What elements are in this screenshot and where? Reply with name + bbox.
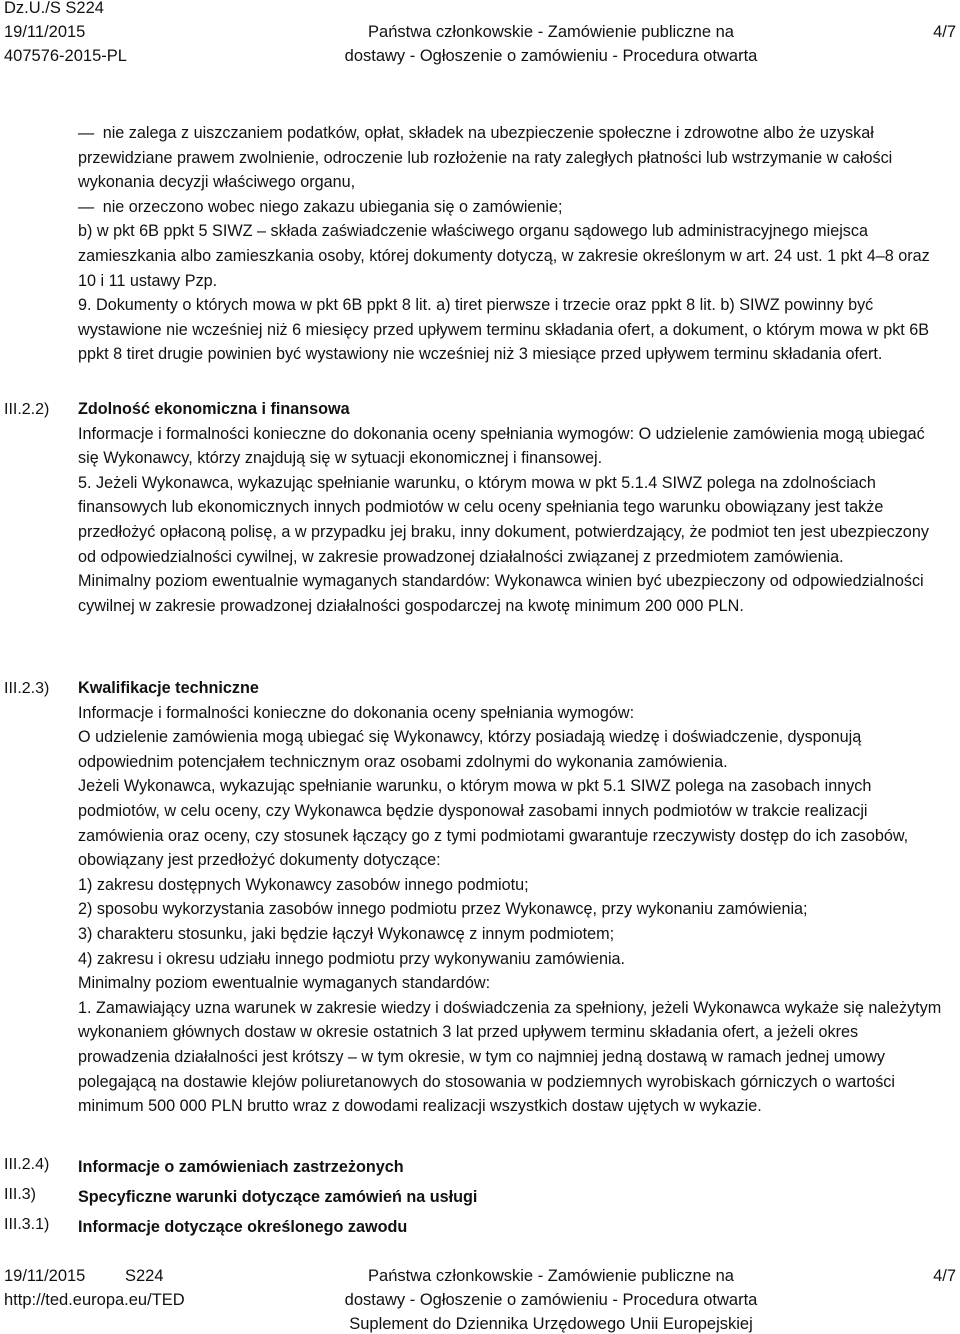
- section-titles-tail: [78, 1152, 948, 1242]
- paragraph: Minimalny poziom ewentualnie wymaganych standardów:: [78, 974, 491, 993]
- paragraph: Informacje i formalności konieczne do dokonania oceny spełniania wymogów: O udzielenie zamówienia mogą ubiegać się Wykonawcy, którzy znajdują się w sytuacji ekonomicznej i finansowej.: [78, 424, 925, 468]
- paragraph: 5. Jeżeli Wykonawca, wykazując spełnianie warunku, o którym mowa w pkt 5.1.4 SIWZ polega na zdolnościach finansowych lub ekonomicznych innych podmiotów w celu oceny spełniania tego warunku obowiązany jest także przedłożyć opłaconą polisę, a w przypadku jej braku, inny dokument, potwierdzający, że podmiot ten jest ubezpieczony od odpowiedzialności cywilnej, w zakresie prowadzonej działalności związanej z przedmiotem zamówienia.: [78, 473, 929, 566]
- tiret-item-ban: — nie orzeczono wobec niego zakazu ubiegania się o zamówienie;: [78, 197, 563, 216]
- footer-url-link[interactable]: http://ted.europa.eu/TED: [4, 1291, 185, 1309]
- paragraph: Jeżeli Wykonawca, wykazując spełnianie warunku, o którym mowa w pkt 5.1 SIWZ polega na zasobach innych podmiotów, w celu oceny, czy Wykonawca będzie dysponował zasobami innych podmiotów w trakcie realizacji zamówienia oraz oceny, czy stosunek łączący go z tymi podmiotami gwarantuje rzeczywisty dostęp do ich zasobów, obowiązany jest przedłożyć dokumenty dotyczące:: [78, 777, 909, 870]
- footer-series: S224: [125, 1267, 164, 1285]
- list-item: 4) zakresu i okresu udziału innego podmiotu przy wykonywaniu zamówienia.: [78, 949, 626, 968]
- list-item: 1) zakresu dostępnych Wykonawcy zasobów innego podmiotu;: [78, 875, 529, 894]
- point-b: b) w pkt 6B ppkt 5 SIWZ – składa zaświadczenie właściwego organu sądowego lub administracyjnego miejsca zamieszkania albo zamieszkania osoby, której dokumenty dotyczą, w zakresie określonym w art. 24 ust. 1 pkt 4–8 oraz 10 i 11 ustawy Pzp.: [78, 222, 930, 290]
- header-page-number: 4/7: [933, 23, 956, 41]
- footer-supplement: Suplement do Dziennika Urzędowego Unii Europejskiej: [349, 1315, 753, 1333]
- header-title-line1: Państwa członkowskie - Zamówienie publiczne na: [368, 23, 734, 41]
- footer-title-line1: Państwa członkowskie - Zamówienie publiczne na: [368, 1267, 734, 1285]
- section-number-3-3: III.3): [4, 1186, 37, 1203]
- list-item: 3) charakteru stosunku, jaki będzie łączył Wykonawcę z innym podmiotem;: [78, 924, 615, 943]
- footer-title-line2: dostawy - Ogłoszenie o zamówieniu - Procedura otwarta: [344, 1291, 758, 1309]
- point-9: 9. Dokumenty o których mowa w pkt 6B ppkt 8 lit. a) tiret pierwsze i trzecie oraz ppkt 8 lit. b) SIWZ powinny być wystawione nie wcześniej niż 6 miesięcy przed upływem terminu składania ofert, a dokument, o którym mowa w pkt 6B ppkt 8 tiret drugie powinien być wystawiony nie wcześniej niż 3 miesiące przed upływem terminu składania ofert.: [78, 296, 930, 364]
- section-number-3-2-3: III.2.3): [4, 680, 50, 697]
- header-date: 19/11/2015: [4, 23, 86, 41]
- paragraph: Minimalny poziom ewentualnie wymaganych standardów: Wykonawca winien być ubezpieczony od odpowiedzialności cywilnej w zakresie prowadzonej działalności gospodarczej na kwotę minimum 200 000 PLN.: [78, 572, 924, 615]
- section-number-3-2-2: III.2.2): [4, 401, 50, 418]
- footer-date: 19/11/2015: [4, 1267, 86, 1285]
- section-title-3-3-1: Informacje dotyczące określonego zawodu: [78, 1218, 408, 1236]
- section-title-3-2-4: Informacje o zamówieniach zastrzeżonych: [78, 1158, 404, 1176]
- list-item: 2) sposobu wykorzystania zasobów innego podmiotu przez Wykonawcę, przy wykonaniu zamówienia;: [78, 900, 808, 919]
- paragraph: Informacje i formalności konieczne do dokonania oceny spełniania wymogów:: [78, 703, 635, 722]
- dash-symbol: —: [78, 197, 95, 216]
- section-3-2-2: [78, 397, 948, 618]
- tiret-item-taxes: — nie zalega z uiszczaniem podatków, opłat, składek na ubezpieczenie społeczne i zdrowotne albo że uzyskał przewidziane prawem zwolnienie, odroczenie lub rozłożenie na raty zaległych płatności lub wstrzymanie w całości wykonania decyzji właściwego organu,: [78, 124, 893, 192]
- paragraph: O udzielenie zamówienia mogą ubiegać się Wykonawcy, którzy posiadają wiedzę i doświadczenie, dysponują odpowiednim potencjałem technicznym oraz osobami zdolnymi do wykonania zamówienia.: [78, 728, 862, 771]
- intro-block: [78, 121, 948, 367]
- section-3-2-3: [78, 676, 948, 1119]
- section-title: Zdolność ekonomiczna i finansowa: [78, 400, 350, 418]
- dash-symbol: —: [78, 124, 95, 142]
- paragraph: 1. Zamawiający uzna warunek w zakresie wiedzy i doświadczenia za spełniony, jeżeli Wykonawca wykaże się należytym wykonaniem głównych dostaw w okresie ostatnich 3 lat przed upływem terminu składania ofert, a jeżeli okres prowadzenia działalności jest krótszy – w tym okresie, w tym co najmniej jedną dostawą w ramach jednej umowy polegającą na dostawie klejów poliuretanowych do stosowania w podziemnych wyrobiskach górniczych o wartości minimum 500 000 PLN brutto wraz z dowodami realizacji wszystkich dostaw ujętych w wykazie.: [78, 998, 942, 1116]
- journal-ref: Dz.U./S S224: [4, 0, 104, 17]
- footer-page-number: 4/7: [933, 1267, 956, 1285]
- header-title-line2: dostawy - Ogłoszenie o zamówieniu - Procedura otwarta: [344, 47, 758, 65]
- section-number-3-3-1: III.3.1): [4, 1216, 50, 1233]
- section-title: Kwalifikacje techniczne: [78, 679, 259, 697]
- section-title-3-3: Specyficzne warunki dotyczące zamówień na usługi: [78, 1188, 478, 1206]
- section-number-3-2-4: III.2.4): [4, 1156, 50, 1173]
- document-id: 407576-2015-PL: [4, 47, 127, 65]
